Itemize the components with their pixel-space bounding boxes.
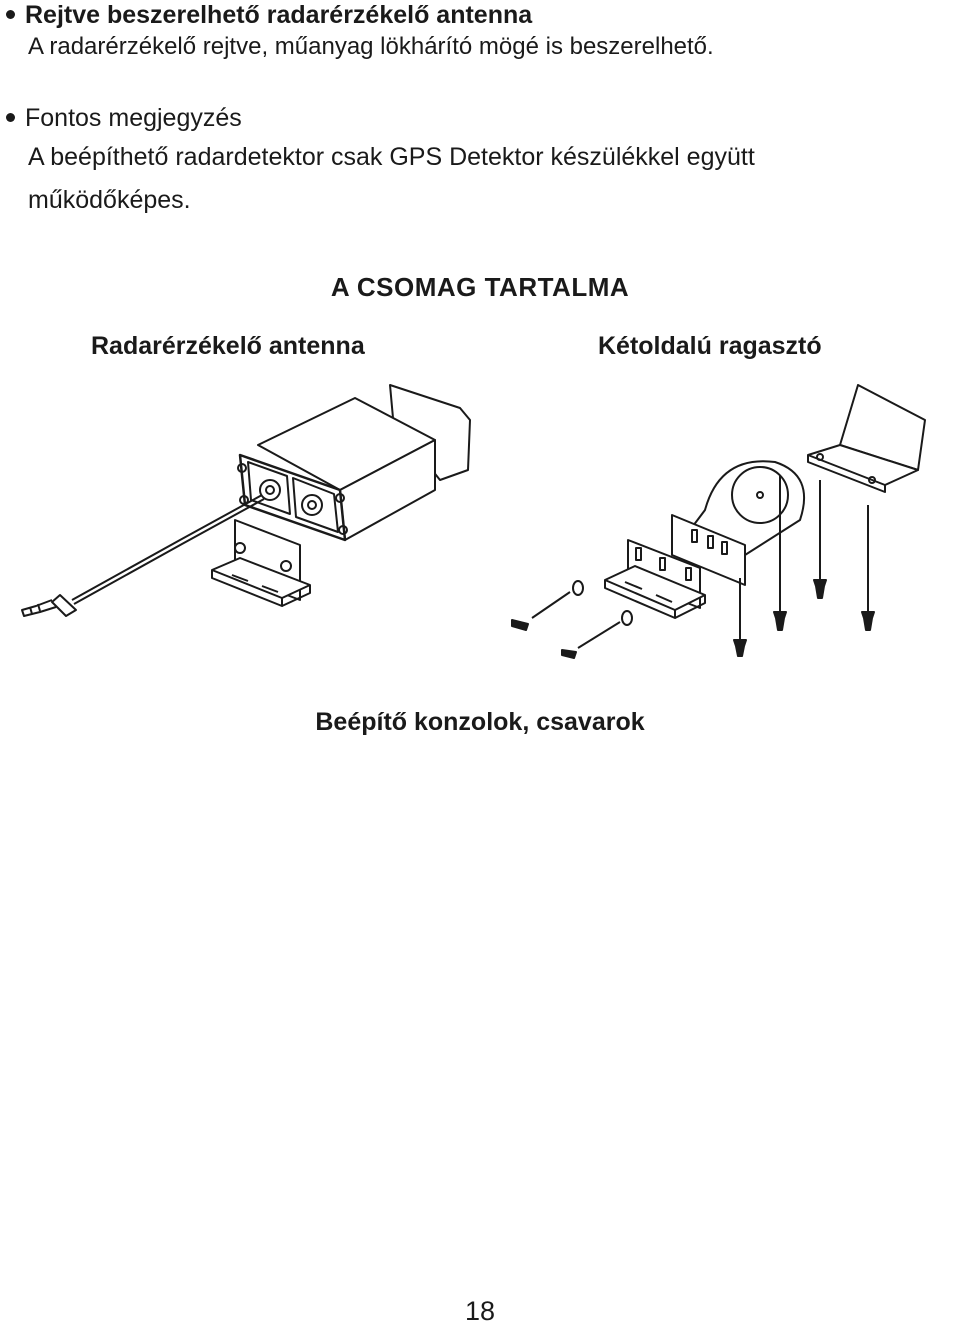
section1-text: A radarérzékelő rejtve, műanyag lökhárító mögé is beszerelhető. (28, 33, 714, 60)
section2-text-line1: A beépíthető radardetektor csak GPS Detektor készülékkel együtt (28, 143, 755, 171)
caption-brackets: Beépítő konzolok, csavarok (315, 708, 645, 736)
caption-tape: Kétoldalú ragasztó (598, 332, 822, 360)
section2-text-line2: működőképes. (28, 186, 191, 214)
radar-antenna-icon (22, 385, 470, 616)
caption-antenna: Radarérzékelő antenna (91, 332, 365, 360)
package-title: A CSOMAG TARTALMA (330, 272, 630, 302)
page-number: 18 (464, 1296, 496, 1326)
mounting-brackets-icon (512, 461, 874, 658)
adhesive-pad-icon (808, 385, 925, 492)
section1-heading-text: Rejtve beszerelhető radarérzékelő antenna (25, 1, 533, 29)
section2-heading-text: Fontos megjegyzés (25, 104, 242, 132)
